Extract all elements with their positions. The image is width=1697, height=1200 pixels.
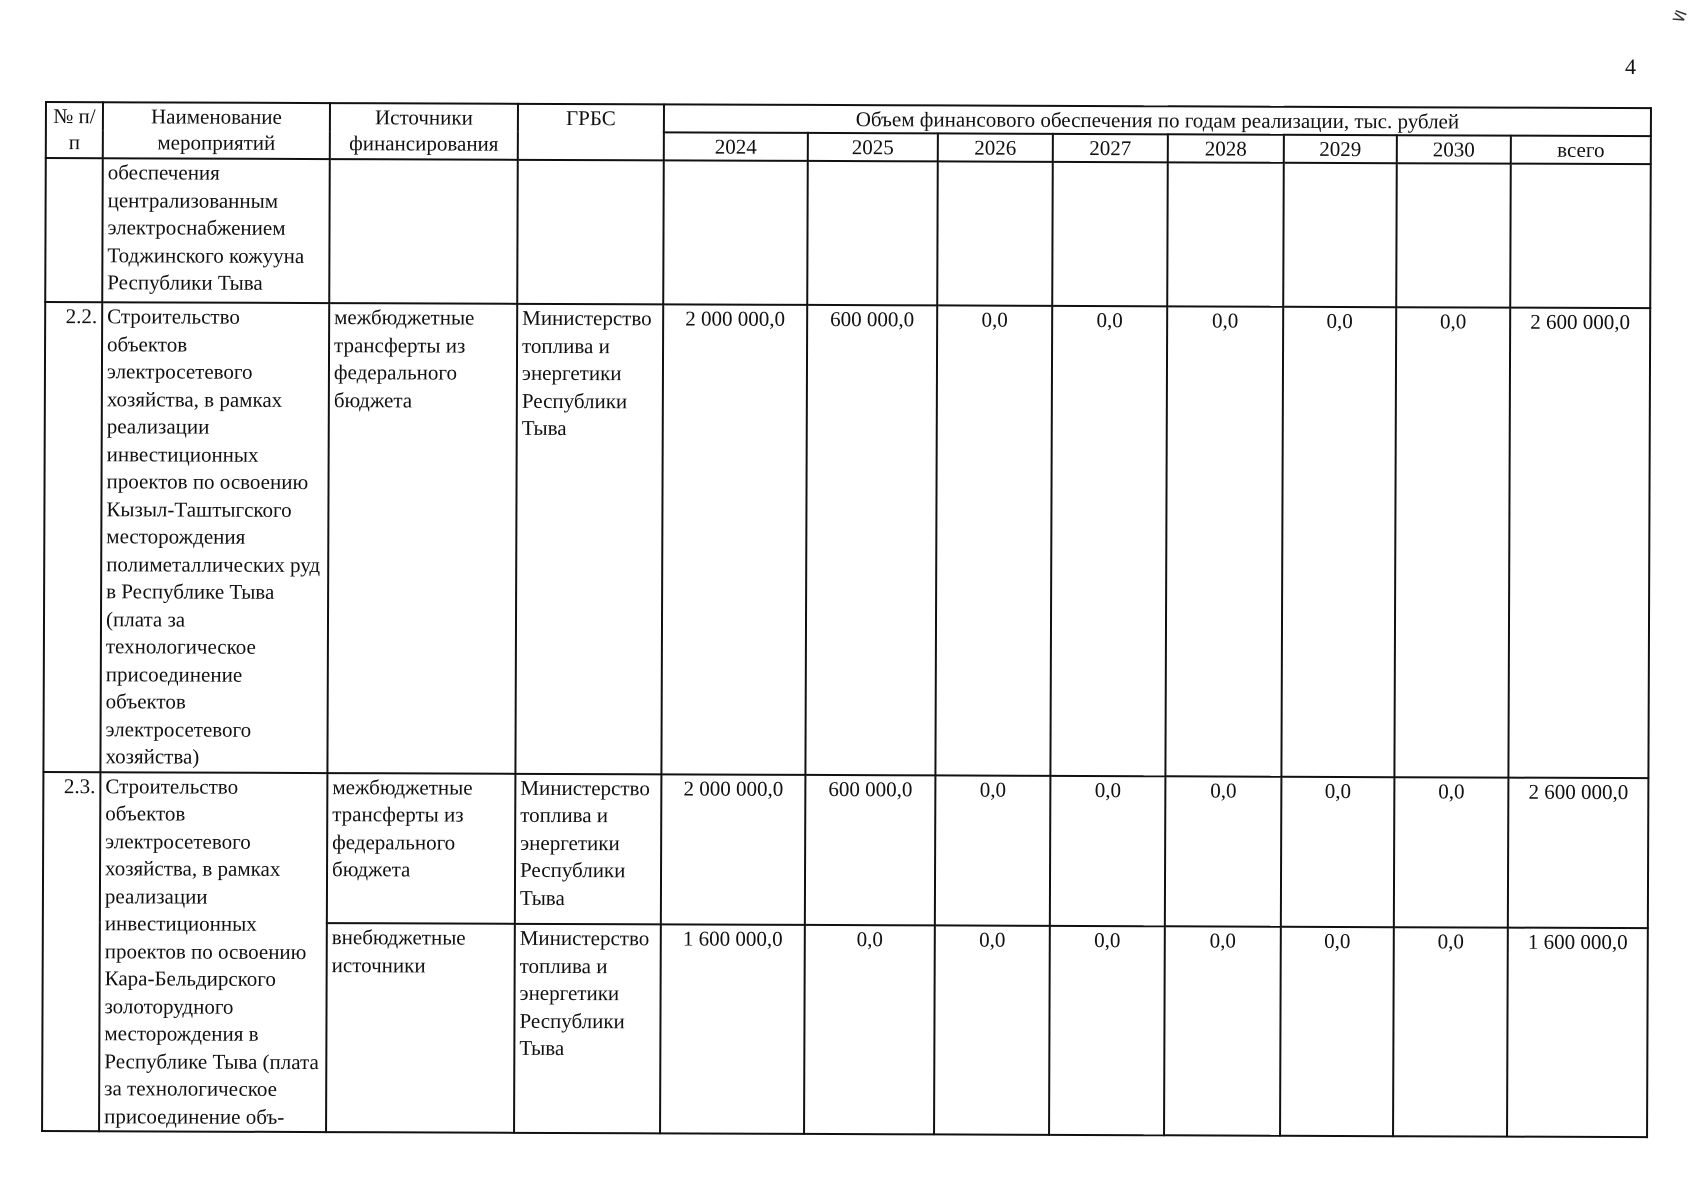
value-cell: 0,0	[1049, 926, 1165, 1135]
value-cell: 0,0	[804, 925, 935, 1134]
header-num: № п/п	[46, 102, 103, 158]
row-source: межбюджетные трансферты из федерального бюджета	[327, 773, 516, 924]
total-cell: 2 600 000,0	[1508, 308, 1650, 778]
value-cell: 600 000,0	[805, 305, 937, 775]
header-grbs: ГРБС	[518, 104, 664, 161]
value-cell: 0,0	[935, 305, 1052, 775]
total-cell: 2 600 000,0	[1508, 777, 1649, 928]
row-grbs	[517, 160, 664, 305]
value-cell	[937, 161, 1053, 305]
total-cell: 1 600 000,0	[1507, 928, 1648, 1137]
value-cell: 2 000 000,0	[661, 304, 807, 774]
value-cell	[663, 160, 808, 305]
value-cell: 0,0	[1280, 927, 1394, 1136]
value-cell: 0,0	[1394, 307, 1510, 777]
value-cell	[1396, 163, 1511, 307]
value-cell: 0,0	[1165, 306, 1283, 776]
header-year: 2029	[1284, 135, 1397, 163]
table-row	[43, 302, 1650, 778]
row-grbs: Министерство топлива и энергетики Республики Тыва	[514, 924, 661, 1133]
value-cell: 0,0	[1281, 776, 1395, 927]
page-number: 4	[1625, 54, 1636, 79]
row-source: межбюджетные трансферты из федерального бюджета	[327, 303, 517, 773]
value-cell: 1 600 000,0	[660, 924, 805, 1133]
header-year: 2024	[664, 132, 808, 161]
table-row	[43, 771, 1649, 928]
value-cell: 0,0	[1050, 306, 1167, 776]
header-total: всего	[1511, 136, 1651, 165]
header-year: 2026	[938, 133, 1053, 161]
row-name: обеспечения централизованным электроснабжением Тоджинского кожууна Республики Тыва	[102, 158, 330, 303]
value-cell: 0,0	[1164, 926, 1281, 1135]
row-num: 2.2.	[43, 302, 102, 772]
row-grbs: Министерство топлива и энергетики Республики Тыва	[515, 304, 663, 774]
row-grbs: Министерство топлива и энергетики Республики Тыва	[515, 773, 662, 924]
row-name: Строительство объектов электросетевого хозяйства, в рамках реализации инвестиционных проектов по освоению Кара-Бельдирского золоторудного месторождения в Республике Тыва (плата за технологическое присоединение объ-	[99, 772, 327, 1132]
header-year: 2028	[1168, 134, 1284, 162]
value-cell	[1167, 162, 1284, 306]
header-year: 2027	[1053, 134, 1168, 162]
financing-table	[41, 101, 1652, 1138]
header-year: 2025	[808, 133, 938, 161]
header-year: 2030	[1397, 135, 1511, 163]
row-source	[329, 159, 518, 304]
value-cell: 0,0	[1050, 775, 1166, 926]
row-num: 2.3.	[42, 771, 100, 1131]
corner-mark: ⋝	[1669, 4, 1691, 29]
row-num	[45, 158, 103, 302]
header-name: Наименование мероприятий	[103, 102, 330, 159]
header-volume: Объем финансового обеспечения по годам реализации, тыс. рублей	[664, 104, 1651, 136]
value-cell: 0,0	[1281, 307, 1396, 777]
header-source: Источники финансирования	[330, 103, 518, 160]
value-cell: 0,0	[1394, 777, 1509, 928]
value-cell: 0,0	[1393, 927, 1508, 1136]
value-cell	[1283, 163, 1397, 307]
value-cell: 2 000 000,0	[661, 774, 806, 925]
table-row	[45, 158, 1651, 308]
value-cell: 600 000,0	[805, 774, 936, 925]
value-cell	[1052, 162, 1168, 306]
row-name: Строительство объектов электросетевого хозяйства, в рамках реализации инвестиционных проектов по освоению Кызыл-Таштыгского месторождения полиметаллических руд в Республике Тыва (плата за технологическое присоединение объектов электросетевого хозяйства)	[100, 302, 329, 772]
value-cell	[807, 161, 938, 305]
value-cell	[1510, 164, 1651, 309]
value-cell: 0,0	[934, 926, 1050, 1135]
value-cell: 0,0	[1165, 776, 1282, 927]
header-row	[46, 102, 1651, 136]
value-cell: 0,0	[935, 775, 1051, 926]
row-source: внебюджетные источники	[326, 923, 515, 1133]
